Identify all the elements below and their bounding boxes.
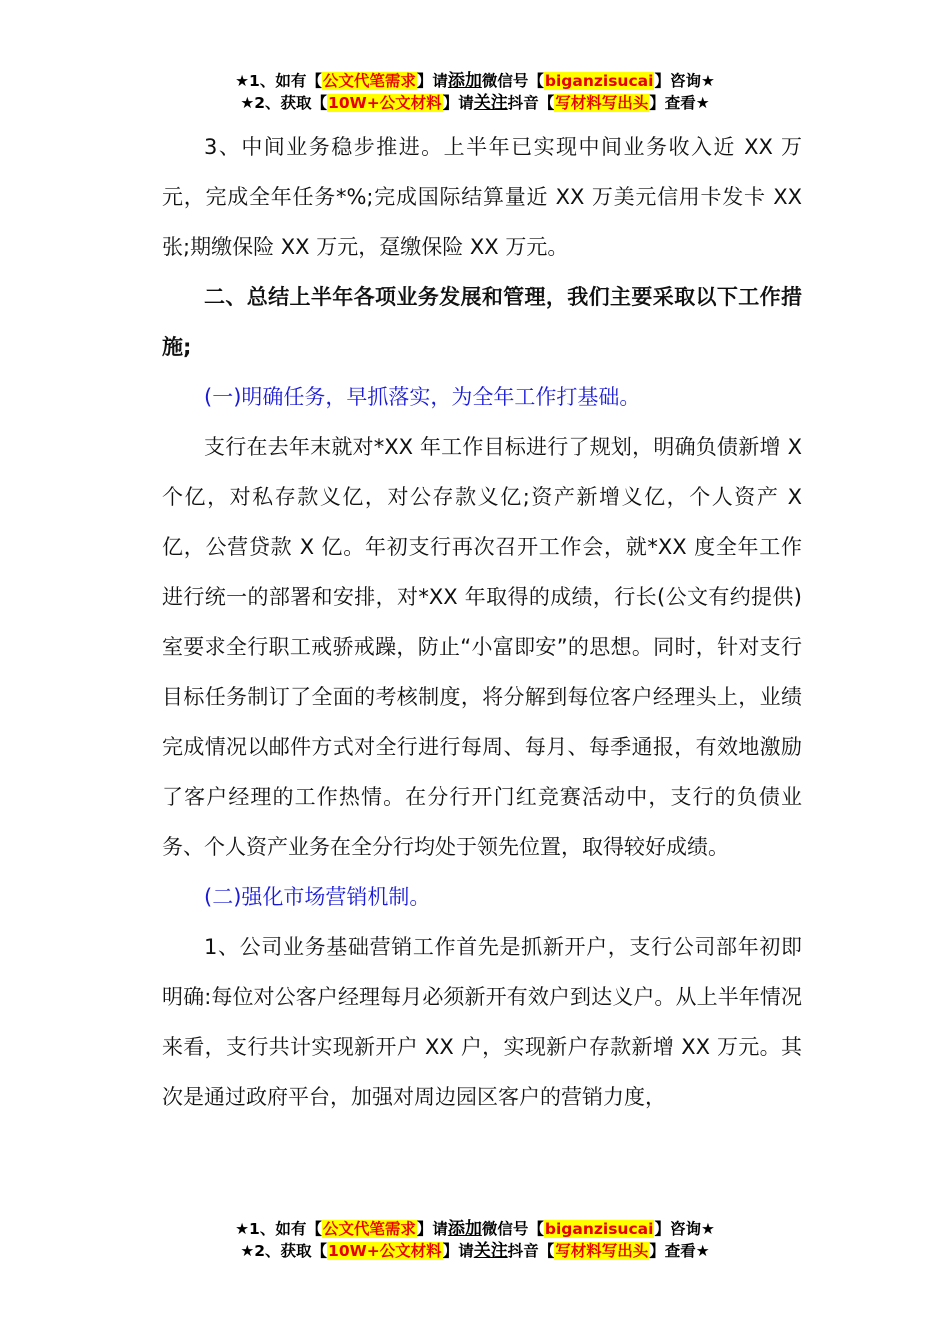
banner-text: ★2、获取【: [240, 94, 328, 112]
wechat-id-highlight: biganzisucai: [544, 72, 654, 90]
banner-text: 】请: [416, 72, 448, 90]
banner-text: 】请: [442, 1242, 474, 1260]
subsection-heading: (二)强化市场营销机制。: [204, 885, 431, 909]
banner-text: 微信号【: [481, 1220, 544, 1238]
paragraph: 支行在去年末就对*XX 年工作目标进行了规划，明确负债新增 X 个亿，对私存款义亿，对公存款义亿;资产新增义亿，个人资产 X 亿，公营贷款 X 亿。年初支行再次召开工作会，就*XX 度全年工作进行统一的部署和安排，对*XX 年取得的成绩，行长(公文有约提供)室要求全行职工戒骄戒躁，防止“小富即安”的思想。同时，针对支行目标任务制订了全面的考核制度，将分解到每位客户经理头上，业绩完成情况以邮件方式对全行进行每周、每月、每季通报，有效地激励了客户经理的工作热情。在分行开门红竞赛活动中，支行的负债业务、个人资产业务在全分行均处于领先位置，取得较好成绩。: [162, 435, 802, 859]
banner-text: 抖音【: [507, 1242, 555, 1260]
paragraph: 3、中间业务稳步推进。上半年已实现中间业务收入近 XX 万元，完成全年任务*%;完成国际结算量近 XX 万美元信用卡发卡 XX 张;期缴保险 XX 万元，趸缴保险 XX 万元。: [162, 135, 802, 259]
banner-text: 】请: [442, 94, 474, 112]
paragraph: 1、公司业务基础营销工作首先是抓新开户，支行公司部年初即明确:每位对公客户经理每月必须新开有效户到达义户。从上半年情况来看，支行共计实现新开户 XX 户，实现新户存款新增 XX 万元。其次是通过政府平台，加强对周边园区客户的营销力度，: [162, 935, 802, 1109]
header-banner: [0, 70, 950, 114]
banner-text: 微信号【: [481, 72, 544, 90]
section-heading: 二、总结上半年各项业务发展和管理，我们主要采取以下工作措施;: [162, 285, 802, 359]
banner-line-1: [0, 70, 950, 92]
banner-text: ★2、获取【: [240, 1242, 328, 1260]
highlight-text: 公文代笔需求: [322, 72, 416, 90]
banner-text: ★1、如有【: [235, 1220, 322, 1238]
banner-text: 】查看★: [649, 94, 710, 112]
banner-text: 抖音【: [507, 94, 555, 112]
highlight-text: 10W+公文材料: [328, 94, 442, 112]
underlined-text: 添加: [447, 71, 482, 91]
underlined-text: 关注: [473, 93, 508, 113]
banner-text: 】请: [416, 1220, 448, 1238]
highlight-text: 10W+公文材料: [328, 1242, 442, 1260]
douyin-highlight: 写材料写出头: [555, 1242, 649, 1260]
banner-text: 】查看★: [649, 1242, 710, 1260]
banner-text: 】咨询★: [654, 72, 715, 90]
banner-text: 】咨询★: [654, 1220, 715, 1238]
wechat-id-highlight: biganzisucai: [544, 1220, 654, 1238]
banner-text: ★1、如有【: [235, 72, 322, 90]
banner-line-2: [0, 1240, 950, 1262]
underlined-text: 添加: [447, 1219, 482, 1239]
banner-line-1: [0, 1218, 950, 1240]
subsection-heading: (一)明确任务，早抓落实，为全年工作打基础。: [204, 385, 641, 409]
highlight-text: 公文代笔需求: [322, 1220, 416, 1238]
footer-banner: [0, 1218, 950, 1262]
banner-line-2: [0, 92, 950, 114]
douyin-highlight: 写材料写出头: [555, 94, 649, 112]
document-body: [162, 122, 802, 1122]
underlined-text: 关注: [473, 1241, 508, 1261]
